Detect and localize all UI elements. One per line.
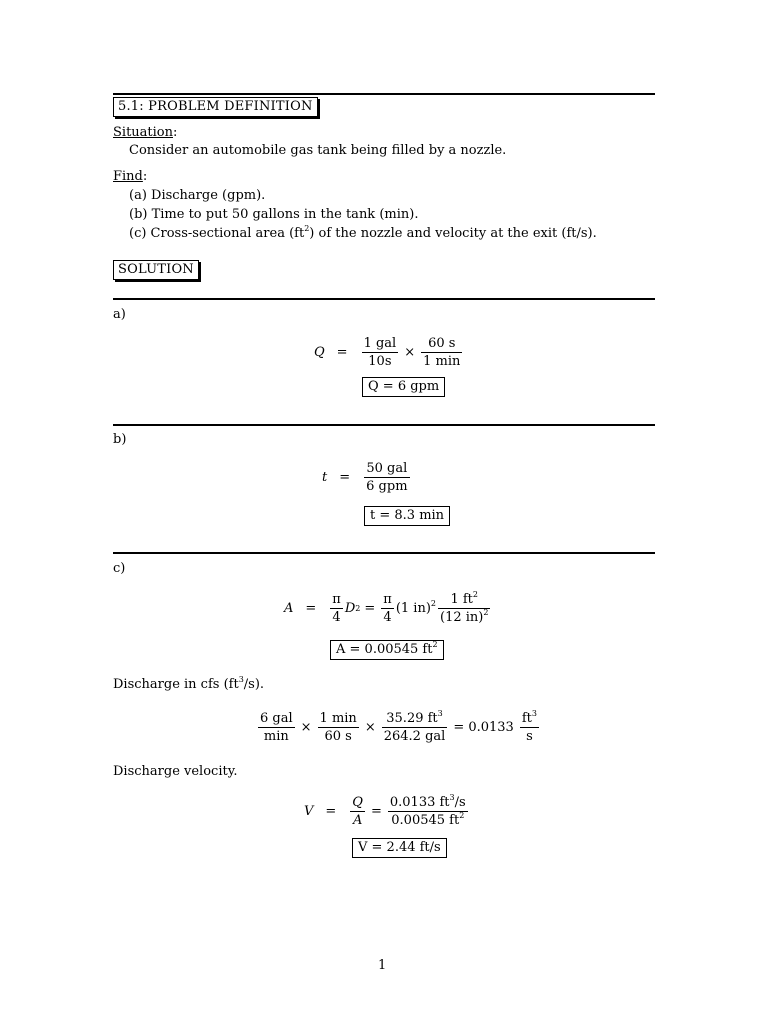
discharge-velocity-label: Discharge velocity. xyxy=(113,764,238,779)
part-b-equation: t = $\frac{\text{50 gal}}{\text{6 gpm}}$ xyxy=(322,461,408,494)
discharge-cfs-label: Discharge in cfs $(ft^3/s)$. xyxy=(113,675,265,692)
part-a-answer: Q = 6 gpm xyxy=(362,377,445,397)
part-b-label: b) xyxy=(113,432,127,447)
problem-definition-heading: 5.1: PROBLEM DEFINITION xyxy=(113,97,318,117)
find-label: Find: xyxy=(113,169,148,184)
page-number: 1 xyxy=(378,958,387,973)
part-a-rule xyxy=(113,298,655,300)
top-rule xyxy=(113,93,655,95)
velocity-equation: V = $\frac{Q}{A}$ = $\frac{0.0133 ft^3/s}{0.00545 ft^2}$ xyxy=(304,793,466,828)
part-a-equation: Q = $\frac{\text{1 gal}}{10s}$ × $\frac{60 s}{1 \min}$ xyxy=(314,336,461,369)
part-a-label: a) xyxy=(113,307,126,322)
part-c-area-equation: A = $\frac{\pi}{4}$ D 2 = $\frac{\pi}{4}$ (1 in)$^2$ $\frac{1 ft^2}{(12 in)^2}$ xyxy=(284,590,489,625)
find-item-b: (b) Time to put 50 gallons in the tank (min). xyxy=(129,207,419,222)
situation-label: Situation: xyxy=(113,125,178,140)
part-c-area-answer: A = 0.00545 $ft^2$ xyxy=(330,640,444,660)
part-c-label: c) xyxy=(113,561,126,576)
discharge-cfs-equation: $\frac{\text{6 gal}}{\min}$ × $\frac{1 \min}{60 s}$ × $\frac{35.29 ft^3}{\text{264.2 gal}}$ = 0.0133 $\frac{ft^3}{s}$ xyxy=(260,709,537,744)
part-b-rule xyxy=(113,424,655,426)
situation-text: Consider an automobile gas tank being filled by a nozzle. xyxy=(129,143,507,158)
part-b-answer: t = 8.3 min xyxy=(364,506,450,526)
velocity-answer: V = 2.44 ft/s xyxy=(352,838,447,858)
part-c-rule xyxy=(113,552,655,554)
solution-heading: SOLUTION xyxy=(113,260,199,280)
find-item-a: (a) Discharge (gpm). xyxy=(129,188,266,203)
find-item-c: (c) Cross-sectional area $(ft^2)$ of the nozzle and velocity at the exit (ft/s). xyxy=(129,224,597,241)
